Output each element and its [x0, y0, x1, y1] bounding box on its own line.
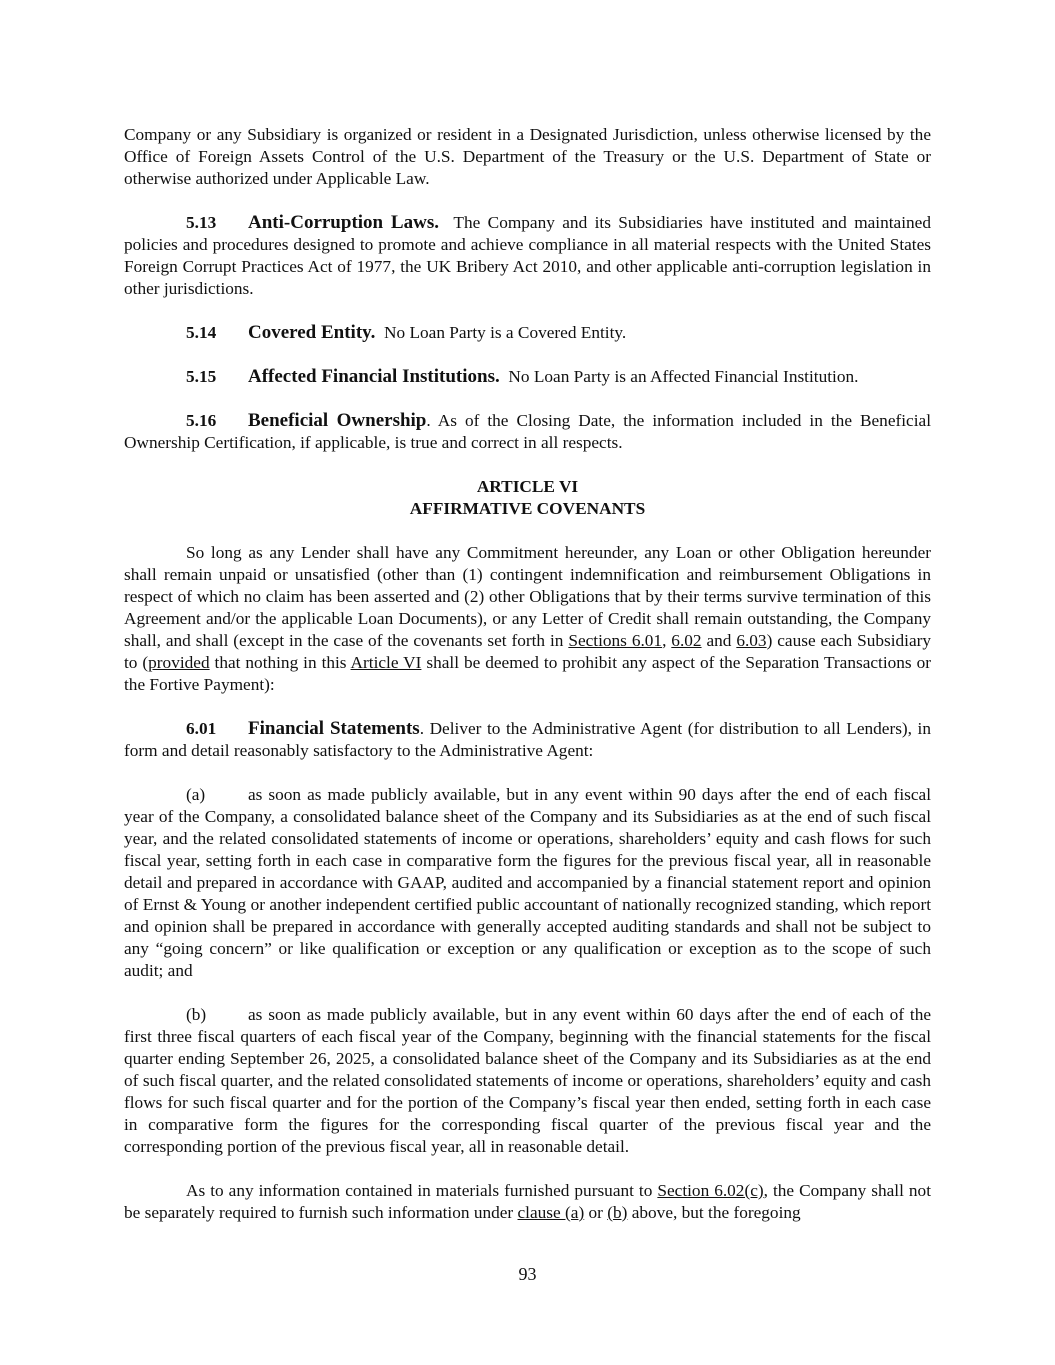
clause-label: (b) [186, 1005, 207, 1024]
clause-text: as soon as made publicly available, but in any event within 60 days after the end of each of the first three fiscal quarters of each fiscal year of the Company, beginning with the financial statements for the fiscal quarter ending September 26, 2025, a consolidated balance sheet of the Company and its Subsidiaries as at the end of such fiscal quarter, and the related consolidated statements of income or operations, shareholders’ equity and cash flows for such fiscal quarter and for the portion of the Company’s fiscal year then ended, setting forth in each case in comparative form the figures for the corresponding fiscal quarter of the previous fiscal year and the corresponding portion of the previous fiscal year, all in reasonable detail. [124, 1005, 931, 1156]
section-number: 5.14 [186, 323, 217, 342]
clause-text: as soon as made publicly available, but in any event within 90 days after the end of each fiscal year of the Company, a consolidated balance sheet of the Company and its Subsidiaries as at the end of such fiscal year, and the related consolidated statements of income or operations, shareholders’ equity and cash flows for such fiscal year, setting forth in each case in comparative form the figures for the previous fiscal year, all in reasonable detail and prepared in accordance with GAAP, audited and accompanied by a financial statement report and opinion of Ernst & Young or another independent certified public accountant of nationally recognized standing, which report and opinion shall be prepared in accordance with generally accepted auditing standards and shall not be subject to any “going concern” or like qualification or exception or any qualification or exception as to the scope of such audit; and [124, 785, 931, 980]
section-5-15 [124, 366, 931, 388]
text-run: or [584, 1203, 608, 1222]
text-run: above, but the foregoing [627, 1203, 801, 1222]
section-5-13 [124, 212, 931, 300]
final-paragraph [124, 1180, 931, 1224]
section-number: 5.15 [186, 367, 217, 386]
article-heading [124, 476, 931, 520]
text-run: and [701, 631, 737, 650]
clause-label: (a) [186, 785, 206, 804]
text-run: So long as any Lender shall have any Commitment hereunder, any Loan or other Obligation hereunder shall remain unpaid or unsatisfied (other than (1) contingent indemnification and reimbursement Obligations in respect of which no claim has been asserted and (2) other Obligations that by their terms survive termination of this Agreement and/or the applicable Loan Documents), or any Letter of Credit shall remain outstanding, the Company shall, and shall (except in the case of the covenants set forth in [124, 543, 931, 650]
clause-a [124, 784, 931, 982]
text-run: that nothing in this [209, 653, 351, 672]
section-5-16 [124, 410, 931, 454]
section-6-01 [124, 718, 931, 762]
section-number: 5.16 [186, 411, 217, 430]
covenant-intro-paragraph [124, 542, 931, 696]
document-page [124, 124, 931, 1224]
text-run: ) cause each Subsidiary to ( [124, 631, 932, 672]
section-text: No Loan Party is a Covered Entity. [384, 323, 627, 342]
section-heading: Affected Financial Institutions. [248, 366, 500, 387]
cross-reference-link[interactable]: (b) [607, 1203, 628, 1222]
intro-paragraph: Company or any Subsidiary is organized or resident in a Designated Jurisdiction, unless otherwise licensed by the Office of Foreign Assets Control of the U.S. Department of the Treasury or the U.S. Department of State or otherwise authorized under Applicable Law. [124, 125, 931, 188]
section-number: 5.13 [186, 213, 217, 232]
page-number: 93 [518, 1264, 537, 1284]
defined-term: provided [148, 653, 210, 672]
section-text: No Loan Party is an Affected Financial Institution. [508, 367, 859, 386]
cross-reference-link[interactable]: Section 6.02(c) [657, 1181, 764, 1200]
cross-reference-link[interactable]: 6.02 [671, 631, 702, 650]
cross-reference-link[interactable]: Article VI [350, 653, 422, 672]
section-number: 6.01 [186, 719, 217, 738]
cross-reference-link[interactable]: clause (a) [517, 1203, 585, 1222]
section-heading: Beneficial Ownership [248, 410, 427, 431]
section-heading: Anti-Corruption Laws. [248, 212, 439, 233]
article-number: ARTICLE VI [476, 477, 579, 496]
section-5-14 [124, 322, 931, 344]
section-heading: Covered Entity. [248, 322, 376, 343]
text-run: shall be deemed to prohibit any aspect of the Separation Transactions or the Fortive Payment): [124, 653, 931, 694]
cross-reference-link[interactable]: 6.03 [736, 631, 767, 650]
section-heading: Financial Statements [248, 718, 420, 739]
cross-reference-link[interactable]: Sections 6.01 [568, 631, 663, 650]
text-run: , [662, 631, 672, 650]
section-text: The Company and its Subsidiaries have instituted and maintained policies and procedures designed to promote and achieve compliance in all material respects with the United States Foreign Corrupt Practices Act of 1977, the UK Bribery Act 2010, and other applicable anti-corruption legislation in other jurisdictions. [124, 213, 931, 298]
section-text: . Deliver to the Administrative Agent (for distribution to all Lenders), in form and detail reasonably satisfactory to the Administrative Agent: [124, 719, 931, 760]
text-run: , the Company shall not be separately required to furnish such information under [124, 1181, 931, 1222]
text-run: As to any information contained in materials furnished pursuant to [186, 1181, 658, 1200]
clause-b [124, 1004, 931, 1158]
article-title: AFFIRMATIVE COVENANTS [409, 499, 646, 518]
section-text: . As of the Closing Date, the information included in the Beneficial Ownership Certification, if applicable, is true and correct in all respects. [124, 411, 931, 452]
